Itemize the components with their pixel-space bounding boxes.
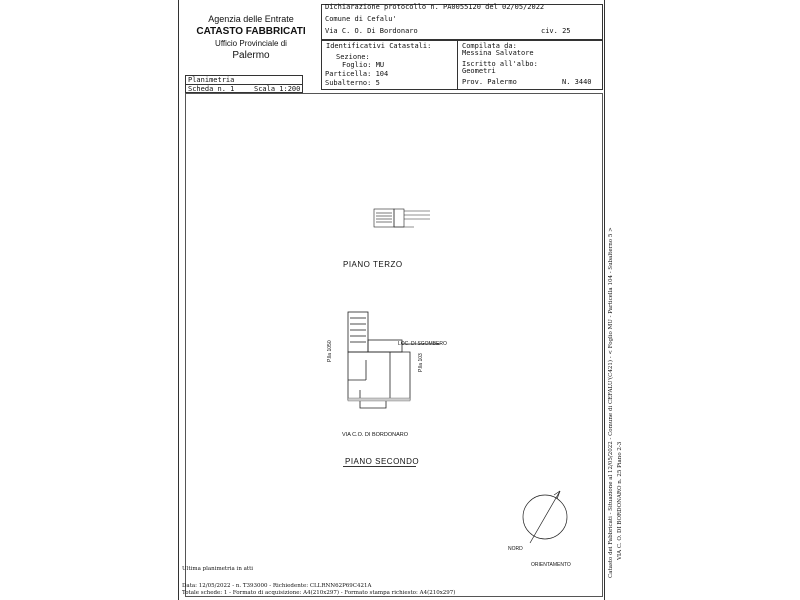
register-text: Iscritto all'albo: [462,60,538,68]
identifiers-heading: Identificativi Catastali: [326,42,432,50]
floor-second-label: PIANO SECONDO [345,457,420,466]
compiler-name: Messina Salvatore [462,49,534,57]
profession-text: Geometri [462,67,496,75]
floor-third-label: PIANO TERZO [343,260,403,269]
north-arrow-icon [510,485,580,555]
register-number: N. 3440 [562,78,592,86]
province-text: Prov. Palermo [462,78,517,86]
registry-name: CATASTO FABBRICATI [196,26,306,37]
card-number: Scheda n. 1 [188,85,235,93]
orientation-label: ORIENTAMENTO [531,562,571,568]
floor-second-underline [343,466,416,467]
sheet-text: Foglio: MU [342,61,385,69]
format-line: Totale schede: 1 - Formato di acquisizione: A4(210x297) - Formato stampa richiesto: A4(210x297) [182,590,456,596]
box-divider [457,40,458,90]
compiler-heading: Compilata da: [462,42,517,50]
second-floor-plan [340,310,450,420]
sub-text: Subalterno: 5 [325,79,380,87]
sheet-type: Planimetria [188,76,235,84]
north-label: NORD [508,546,523,552]
last-plan-note: Ultima planimetria in atti [182,566,254,572]
office-city: Palermo [232,50,270,61]
office-name: Ufficio Provinciale di [215,39,287,48]
street-label: VIA C.O. DI BORDONARO [342,432,409,438]
section-text: Sezione: [336,53,370,61]
request-line: Data: 12/05/2022 - n. T393000 - Richiedente: CLLRNN62P69C421A [182,583,372,589]
left-parcel-label: P.lla 1050 [327,340,333,362]
address-text: Via C. O. Di Bordonaro [325,27,418,35]
office-header [182,6,320,72]
protocol-text: Dichiarazione protocollo n. PA0055120 del 02/05/2022 [325,3,545,11]
right-parcel-label: P.lla 103 [418,353,424,372]
side-address-line: VIA C. O. DI BORDONARO n. 25 Piano 2-3 [617,441,623,560]
civic-text: civ. 25 [541,27,571,35]
agency-name: Agenzia delle Entrate [208,14,294,24]
parcel-text: Particella: 104 [325,70,389,78]
ceiling-label: LOC. DI SGOMBERO [398,341,447,347]
side-status-line: Catasto dei Fabbricati - Situazione al 12/05/2022 - Comune di CEFALU'(C421) - < Foglio MU - Particella 104 - Subalterno 5 > [608,227,614,578]
scale-text: Scala 1:200 [254,85,301,93]
third-floor-plan [370,205,440,235]
municipality-text: Comune di Cefalu' [325,15,397,23]
